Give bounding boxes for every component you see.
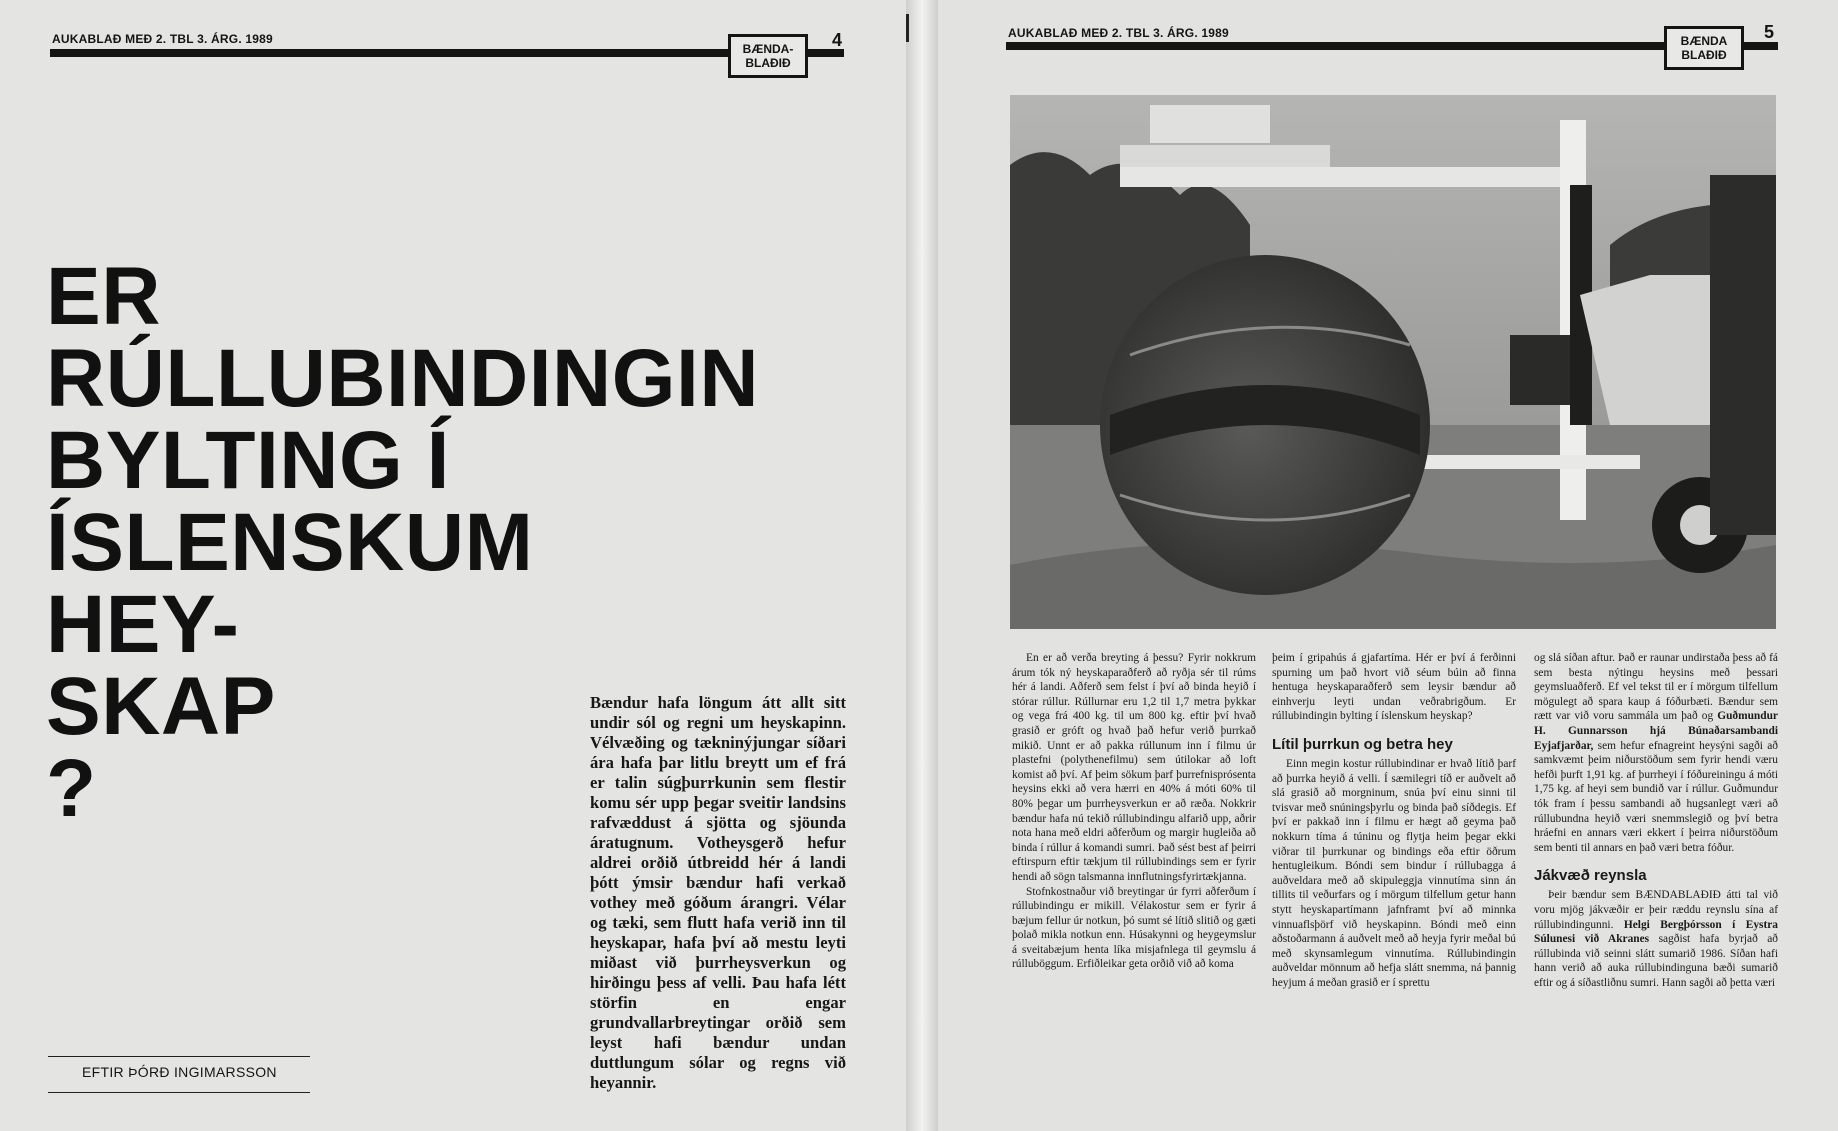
header-rule [1006, 42, 1778, 50]
hay-bale-wrapper-photo [1010, 95, 1776, 629]
article-column [1534, 651, 1778, 990]
headline-line: ER [46, 251, 161, 342]
headline-line: ? [46, 743, 97, 834]
byline-rule-top [48, 1056, 310, 1057]
text-run: Þeir bændur sem BÆNDABLAÐIÐ átti tal við voru mjög jákvæðir er þeir ræddu reynslu sína af rúllubindingunni. [1534, 889, 1778, 931]
person-name: Helgi Bergþórsson í Eystra Súlunesi við Akranes [1534, 918, 1778, 946]
logo-line-1: BÆNDA [1680, 34, 1728, 48]
center-fold [906, 0, 938, 1131]
page-header: AUKABLAÐ MEÐ 2. TBL 3. ÁRG. 1989 [1008, 26, 1229, 40]
person-name: Guðmundur H. Gunnarsson hjá Búnaðarsambandi Eyjafjarðar, [1534, 710, 1778, 752]
text-run: og slá síðan aftur. Það er raunar undirstaða þess að fá sem besta nýtingu heysins með þessari geymsluaðferð. Ef vel tekst til er í mörgum tilfellum mögulegt að spara kaup á fóðurbæti. Bændur sem rætt var við voru sammála um það og [1534, 652, 1778, 723]
page-number: 4 [832, 30, 843, 50]
publication-logo [1664, 26, 1744, 70]
headline-line: HEY- [46, 579, 240, 670]
text-run: sem hefur efnagreint heysýni sagði að samkvæmt þeim niðurstöðum sem fyrir hendi væru hefði þurft 1,91 kg. af þurrheyi í fóðureiningu á móti 1,75 kg. af heyi sem bundið var í rúllur. Guðmundur tók fram í þessu sambandi að hugsanlegt væri að rúllubundna heyið væri snemmslegið og því betra hráefni en annars væri ekkert í þeirra niðurstöðum sem benti til annars en það væri betra fóður. [1534, 739, 1778, 854]
headline-line: SKAP [46, 661, 276, 752]
fold-mark [906, 14, 909, 42]
paragraph [1534, 888, 1778, 990]
headline-line: ÍSLENSKUM [46, 497, 534, 588]
byline: EFTIR ÞÓRÐ INGIMARSSON [82, 1064, 277, 1080]
headline-line: RÚLLUBINDINGIN [46, 333, 760, 424]
header-rule [50, 49, 844, 57]
text-run: sagðist hafa byrjað að rúllubinda við seinni slátt sumarið 1986. Síðan hafi hann verið að auka rúllubindinguna bæði sumarið eftir og á síðastliðnu sumri. Hann sagði að þetta væri [1534, 933, 1779, 989]
headline-line: BYLTING Í [46, 415, 450, 506]
logo-line-2: BLAÐIÐ [1681, 48, 1727, 62]
logo-line-1: BÆNDA- [742, 42, 794, 56]
paragraph: Stofnkostnaður við breytingar úr fyrri aðferðum í rúllubindingu er mikill. Vélakostur sem er fyrir á bæjum fellur úr notkun, þó sumt sé lítið slitið og gæti þolað mikla notkun enn. Húsakynni og heygeymslur á sveitabæjum henta líka misjafnlega til geymslu á rúlluböggum. Erfiðleikar geta orðið við að koma [1012, 885, 1256, 971]
byline-rule-bottom [48, 1092, 310, 1093]
paragraph: En er að verða breyting á þessu? Fyrir nokkrum árum tók ný heyskaparaðferð að ryðja sér til rúms hér á landi. Aðferð sem felst í því að binda heyið í stórar rúllur. Rúllurnar eru 1,2 til 1,7 metra þykkar og vega frá 400 kg. til um 800 kg. eftir því hvað grasið er gróft og hvað það hefur verið þurrkað mikið. Unnt er að pakka rúllunum inn í filmu úr plastefni (polythenefilmu) sem útilokar að loft komist að því. Af þeim sökum þarf þurrefnisprósenta heysins ekki að vera hærri en 40% á móti 60% til 80% þegar um þurrheysverkun er að ræða. Nokkrir bændur hafa nú tekið rúllubindingu alfarið upp, aðrir nota hana með eldri aðferðum og margir hugleiða að binda í rúllur á komandi sumri. Það sést best af þeirri eftirspurn eftir tækjum til rúllubindings sem er fyrir hendi að sögn talsmanna innflutningsfyrirtækjanna. [1012, 652, 1256, 883]
paragraph: þeim í gripahús á gjafartíma. Hér er því á ferðinni spurning um það hvort við séum búin að finna hentuga heyskaparaðferð sem leysir bændur að einhverju leyti undan veðrabrigðum. Er rúllubindingin bylting í íslenskum heyskap? [1272, 652, 1516, 723]
article-column [1012, 651, 1256, 972]
page-number: 5 [1764, 22, 1775, 42]
section-heading: Lítil þurrkun og betra hey [1272, 735, 1453, 753]
right-page [938, 0, 1838, 1131]
lede-paragraph: Bændur hafa löngum átt allt sitt undir sól og regni um heyskapinn. Vélvæðing og tækninýjungar síðari ára hafa þar litlu breytt um ef frá er talin súgþurrkunin sem flestir komu sér upp þegar sveitir landsins rafvæddust á sjötta og sjöunda áratugnum. Votheysgerð hefur aldrei orðið útbreidd hér á landi þótt ýmsir bændur hafi verkað vothey með góðum árangri. Vélar og tæki, sem flutt hafa verið inn til heyskapar, hafa því að mestu leyti miðast við þurrheysverkun og hirðingu þess af velli. Þau hafa létt störfin en engar grundvallarbreytingar orðið sem leyst hafi bændur undan duttlungum sólar og regns við heyannir. [590, 693, 846, 1092]
paragraph [1534, 651, 1778, 855]
section-heading: Jákvæð reynsla [1534, 867, 1647, 885]
article-column [1272, 651, 1516, 990]
publication-logo [728, 34, 808, 78]
photo-illustration [1010, 95, 1776, 629]
page-header: AUKABLAÐ MEÐ 2. TBL 3. ÁRG. 1989 [52, 32, 273, 46]
left-page [0, 0, 906, 1131]
paragraph: Einn megin kostur rúllubindinar er hvað lítið þarf að þurrka heyið á velli. Í sæmilegri tíð er auðvelt að slá grasið að morgninum, snúa því einu sinni til tvisvar með snúningsþyrlu og binda það síðdegis. Ef því er pakkað inn í filmu er hægt að geyma það nokkurn tíma á túninu og flytja heim þegar ekki viðrar til þurrkunar og bindings eða eftir öðrum hentugleikum. Bóndi sem bindur í rúllubagga á auðveldara með að skipuleggja vinnutíma sinn án tillits til veðurfars og í mörgum tilfellum getur hann stytt heyskapartímann jafnframt því að minnka vinnuaflsþörf við heyskapinn. Bóndi með einn aðstoðarmann á auðvelt með að heyja fyrir meðal bú með skynsamlegum vinnutíma. Rúllubindingin auðveldar mönnum að hefja slátt snemma, ná þannig heyjum á meðan grasið er í sprettu [1272, 757, 1516, 989]
logo-line-2: BLAÐIÐ [745, 56, 791, 70]
